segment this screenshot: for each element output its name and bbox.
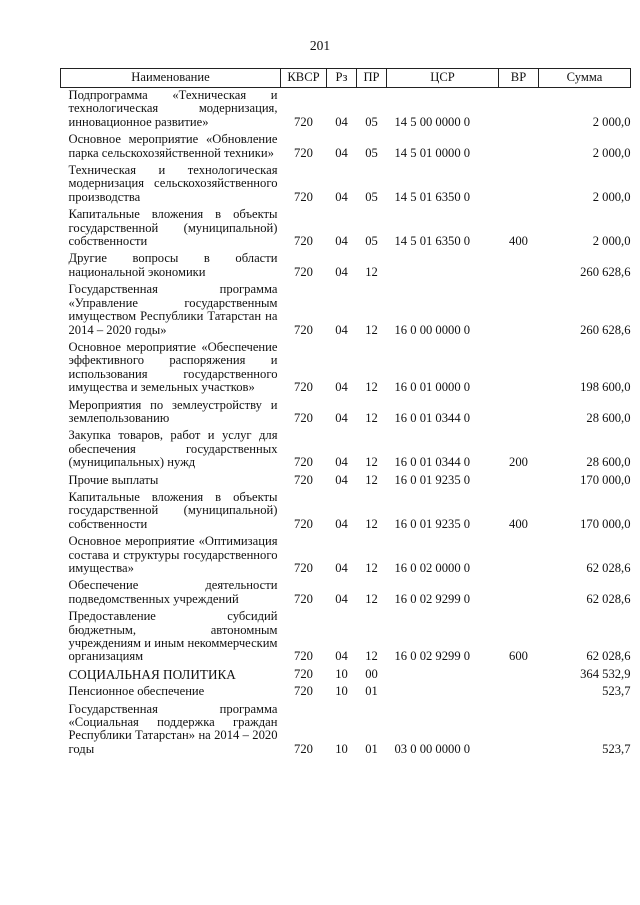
row-sum: 2 000,0 [592, 189, 631, 204]
row-vr [499, 702, 539, 760]
row-kvsr: 720 [294, 561, 313, 575]
row-rz: 04 [335, 591, 348, 606]
row-kvsr: 720 [294, 684, 313, 699]
header-rz: Рз [327, 69, 357, 88]
row-rz: 04 [335, 322, 348, 337]
row-name: Предоставление субсидий бюджетным, автономным учреждениям и иным некоммерческим организациям [68, 609, 278, 664]
row-vr [499, 282, 539, 340]
table-row [61, 490, 631, 534]
row-pr: 00 [365, 666, 378, 681]
table-row [61, 207, 631, 251]
row-name: СОЦИАЛЬНАЯ ПОЛИТИКА [68, 666, 236, 682]
row-csr: 14 5 01 6350 0 [394, 234, 471, 249]
row-pr: 12 [365, 322, 378, 337]
row-name: Прочие выплаты [68, 472, 159, 487]
row-vr [499, 88, 539, 133]
row-csr: 16 0 02 9299 0 [394, 591, 471, 606]
table-row [61, 702, 631, 760]
row-csr: 16 0 02 0000 0 [394, 561, 471, 575]
row-sum: 28 600,0 [586, 455, 631, 470]
row-rz: 04 [335, 264, 348, 279]
row-kvsr: 720 [294, 472, 313, 487]
row-name: Государственная программа «Социальная поддержка граждан Республики Татарстан» на 2014 – 2020 годы [68, 701, 278, 756]
row-csr: 16 0 01 9235 0 [394, 516, 471, 531]
row-kvsr: 720 [294, 380, 313, 395]
row-kvsr: 720 [294, 741, 313, 756]
row-vr: 600 [509, 649, 528, 664]
table-row [61, 251, 631, 282]
row-rz: 10 [335, 741, 348, 756]
row-vr: 200 [509, 455, 528, 470]
row-kvsr: 720 [294, 234, 313, 249]
row-sum: 2 000,0 [592, 234, 631, 249]
row-name: Государственная программа «Управление государственным имуществом Республики Татарстан на 2014 – 2020 годы» [68, 282, 278, 337]
row-pr: 01 [365, 741, 378, 756]
row-name: Основное мероприятие «Обновление парка сельскохозяйственной техники» [68, 132, 278, 160]
row-kvsr: 720 [294, 649, 313, 664]
header-name: Наименование [61, 69, 281, 88]
row-csr [387, 667, 499, 684]
row-kvsr: 720 [294, 114, 313, 129]
table-row [61, 163, 631, 207]
row-name: Техническая и технологическая модернизация сельскохозяйственного производства [68, 163, 278, 204]
row-kvsr: 720 [294, 516, 313, 531]
row-rz: 04 [335, 145, 348, 160]
row-name: Подпрограмма «Техническая и технологическая модернизация, инновационное развитие» [68, 88, 278, 129]
row-rz: 04 [335, 455, 348, 470]
row-pr: 01 [365, 684, 378, 699]
row-pr: 12 [365, 516, 378, 531]
table-row [61, 398, 631, 429]
page-number: 201 [309, 38, 331, 53]
table-row [61, 684, 631, 701]
table-row [61, 132, 631, 163]
row-name: Другие вопросы в области национальной экономики [68, 251, 278, 279]
row-kvsr: 720 [294, 264, 313, 279]
row-pr: 05 [365, 189, 378, 204]
row-csr: 16 0 02 9299 0 [394, 649, 471, 664]
row-rz: 04 [335, 561, 348, 575]
row-pr: 05 [365, 145, 378, 160]
table-row [61, 534, 631, 578]
row-vr [499, 473, 539, 490]
row-csr: 14 5 00 0000 0 [394, 114, 471, 129]
table-row [61, 340, 631, 398]
row-vr [499, 578, 539, 609]
row-csr [387, 251, 499, 282]
row-sum: 2 000,0 [592, 145, 631, 160]
table-row [61, 473, 631, 490]
row-name: Закупка товаров, работ и услуг для обеспечения государственных (муниципальных) нужд [68, 428, 278, 470]
row-sum: 62 028,6 [586, 561, 631, 575]
row-vr [499, 667, 539, 684]
row-rz: 04 [335, 516, 348, 531]
row-sum: 170 000,0 [580, 516, 631, 531]
row-rz: 04 [335, 189, 348, 204]
row-vr: 400 [509, 516, 528, 531]
row-name: Мероприятия по землеустройству и землепользованию [68, 397, 278, 425]
row-name: Обеспечение деятельности подведомственных учреждений [68, 578, 278, 606]
row-vr: 400 [509, 234, 528, 249]
row-pr: 12 [365, 561, 378, 575]
table-body [61, 88, 631, 760]
row-pr: 12 [365, 591, 378, 606]
row-csr [387, 684, 499, 701]
row-vr [499, 340, 539, 398]
row-pr: 05 [365, 234, 378, 249]
row-csr: 16 0 01 0000 0 [394, 380, 471, 395]
row-csr: 14 5 01 0000 0 [394, 145, 471, 160]
row-pr: 12 [365, 455, 378, 470]
row-vr [499, 132, 539, 163]
row-csr: 16 0 00 0000 0 [394, 322, 471, 337]
row-sum: 62 028,6 [586, 591, 631, 606]
row-pr: 12 [365, 264, 378, 279]
row-rz: 10 [335, 666, 348, 681]
row-sum: 170 000,0 [580, 472, 631, 487]
row-rz: 10 [335, 684, 348, 699]
table-row [61, 609, 631, 667]
row-sum: 28 600,0 [586, 410, 631, 425]
row-kvsr: 720 [294, 322, 313, 337]
row-kvsr: 720 [294, 455, 313, 470]
row-rz: 04 [335, 410, 348, 425]
row-pr: 12 [365, 472, 378, 487]
row-sum: 523,7 [602, 684, 631, 699]
row-csr: 16 0 01 9235 0 [394, 472, 471, 487]
row-kvsr: 720 [294, 189, 313, 204]
row-sum: 260 628,6 [580, 322, 631, 337]
row-kvsr: 720 [294, 591, 313, 606]
row-kvsr: 720 [294, 410, 313, 425]
row-sum: 62 028,6 [586, 649, 631, 664]
row-pr: 12 [365, 649, 378, 664]
row-kvsr: 720 [294, 145, 313, 160]
row-sum: 523,7 [602, 741, 631, 756]
row-rz: 04 [335, 380, 348, 395]
row-pr: 12 [365, 380, 378, 395]
row-rz: 04 [335, 649, 348, 664]
budget-table [60, 68, 631, 759]
table-header [61, 69, 631, 88]
row-vr [499, 684, 539, 701]
row-vr [499, 163, 539, 207]
header-vr: ВР [499, 69, 539, 88]
row-csr: 03 0 00 0000 0 [394, 741, 471, 756]
row-sum: 260 628,6 [580, 264, 631, 279]
row-vr [499, 398, 539, 429]
row-pr: 12 [365, 410, 378, 425]
table-row [61, 578, 631, 609]
row-kvsr: 720 [294, 666, 313, 681]
row-csr: 14 5 01 6350 0 [394, 189, 471, 204]
row-sum: 2 000,0 [592, 114, 631, 129]
row-name: Пенсионное обеспечение [68, 684, 205, 699]
header-sum: Сумма [539, 69, 631, 88]
row-csr: 16 0 01 0344 0 [394, 455, 471, 470]
table-row [61, 88, 631, 133]
row-name: Капитальные вложения в объекты государственной (муниципальной) собственности [68, 489, 278, 531]
row-vr [499, 251, 539, 282]
row-name: Основное мероприятие «Обеспечение эффективного распоряжения и использования государственного имущества и земельных участков» [68, 339, 278, 395]
header-kvsr: КВСР [281, 69, 327, 88]
row-csr: 16 0 01 0344 0 [394, 410, 471, 425]
row-rz: 04 [335, 114, 348, 129]
header-csr: ЦСР [387, 69, 499, 88]
row-rz: 04 [335, 234, 348, 249]
table-row [61, 667, 631, 684]
row-sum: 364 532,9 [580, 666, 631, 681]
row-rz: 04 [335, 472, 348, 487]
table-row [61, 282, 631, 340]
row-vr [499, 534, 539, 578]
table-row [61, 428, 631, 472]
row-name: Основное мероприятие «Оптимизация состава и структуры государственного имущества» [68, 534, 278, 575]
row-sum: 198 600,0 [580, 380, 631, 395]
row-name: Капитальные вложения в объекты государственной (муниципальной) собственности [68, 207, 278, 249]
header-pr: ПР [357, 69, 387, 88]
row-pr: 05 [365, 114, 378, 129]
